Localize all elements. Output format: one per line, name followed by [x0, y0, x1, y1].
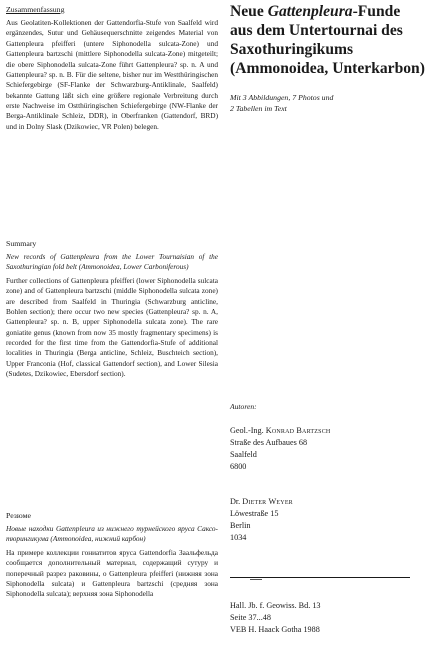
article-title: [230, 2, 426, 78]
zusammenfassung-heading: Zusammenfassung: [6, 5, 65, 14]
summary-text: Further collections of Gattenpleura pfeifferi (lower Siphonodella sulcata zone) and of Gattenpleura bartzschi (middle Siphonodella sulcata zone) are described from Saalfeld in Thuringia (Schwarzburg anticline, Bohlen section); there occur two new species (Gattenpleura? sp. n. A, Gattenpleura? sp. n. B, upper Siphonodella sulcata zone). The rare goniatite genus (known from now 35 mostly fragmentary specimens) is recorded for the first time from the Gattendorfia-Stufe of additional localities in Thuringia (Berga anticline, Schleiz, Buschteich section), Upper Franconia (Hof, classical Gattendorf section), and Lower Silesia (Sudetes, Dzikowiec, Ebersdorf section).: [6, 275, 218, 379]
author-2-name-line: [230, 496, 420, 508]
author-2-prefix: Dr.: [230, 497, 243, 506]
right-column: [230, 2, 426, 115]
note-line-2: 2 Tabellen im Text: [230, 104, 287, 114]
author-1-street: Straße des Aufbaues 68: [230, 437, 308, 447]
journal-publisher: VEB H. Haack Gotha 1988: [230, 624, 320, 634]
resume-subtitle: Новые находки Gattenpleura из нижнего турнейского яруса Саксо-тюрингикума (Ammonoidea, нижний карбон): [6, 524, 218, 544]
title-part1: Neue: [230, 3, 268, 20]
note-line-1: Mit 3 Abbildungen, 7 Photos und: [230, 93, 334, 103]
author-1-name: Konrad Bartzsch: [265, 426, 331, 435]
separator-rule-mark: [250, 579, 262, 580]
summary-subtitle: New records of Gattenpleura from the Lower Tournaisian of the Saxothuringian fold belt (Ammonoidea, Lower Carboniferous): [6, 252, 218, 272]
zusammenfassung-text: Aus Geolatiten-Kollektionen der Gattendorfia-Stufe von Saalfeld wird ergänzendes, Sutur und Gehäusequerschnitte zeigendes Material von Gattenpleura pfeifferi (untere Siphonodella sulcata-Zone) und Gattenpleura bartzschi (mittlere Siphonodella sulcata-Zone) mitgeteilt; die obere Siphonodella sulcata-Zone führt Gattenpleura? sp. n. A und Gattenpleura? sp. n. B. Für die seltene, bisher nur im Westthüringischen Schiefergebirge (SF-Flanke der Schwarzburg-Antiklinale, Saalfeld) bekannte Gattung läßt sich eine größere regionale Verbreitung durch erste Nachweise im Ostthüringischen Schiefergebirge (NW-Flanke der Berga-Antiklinale Schleiz, DDR), in Oberfranken (Gattendorf, BRD) und in Dolny Slask (Dzikowiec, VR Polen) belegen.: [6, 18, 218, 131]
author-2: [230, 496, 420, 544]
author-1-prefix: Geol.-Ing.: [230, 426, 266, 435]
left-column: [6, 4, 218, 599]
summary-section: [6, 238, 218, 379]
author-2-name: Dieter Weyer: [242, 497, 293, 506]
author-2-postcode: 1034: [230, 532, 247, 542]
separator-rule: [230, 577, 410, 578]
resume-text: На примере коллекции гониатитов яруса Gattendorfia Заальфельда сообщается дополнительный материал, содержащий сутуру и поперечный разрез раковины, о Gattenpleura pfeifferi (нижняя зона Siphonodella sulcata) и Gattenpleura bartzschi (средняя зона Siphonodella sulcata); верхняя зона Siphonodella: [6, 547, 218, 599]
authors-heading: Autoren:: [230, 402, 257, 411]
zusammenfassung-section: [6, 4, 218, 169]
article-note: [230, 92, 426, 115]
summary-heading: Summary: [6, 239, 37, 248]
author-2-street: Löwestraße 15: [230, 508, 279, 518]
resume-section: [6, 510, 218, 600]
journal-pages: Seite 37...48: [230, 612, 271, 622]
author-1: [230, 425, 420, 473]
resume-heading: Резюме: [6, 511, 31, 520]
journal-name: Hall. Jb. f. Geowiss. Bd. 13: [230, 601, 321, 610]
author-1-name-line: [230, 425, 420, 437]
journal-citation: [230, 600, 321, 636]
author-1-city: Saalfeld: [230, 449, 257, 459]
title-genus: Gattenpleura: [267, 3, 353, 20]
author-1-postcode: 6800: [230, 461, 247, 471]
title-part2: -Funde aus dem Untertournai des Saxothuringikums (Ammonoidea, Unterkarbon): [230, 3, 425, 78]
author-2-city: Berlin: [230, 520, 251, 530]
